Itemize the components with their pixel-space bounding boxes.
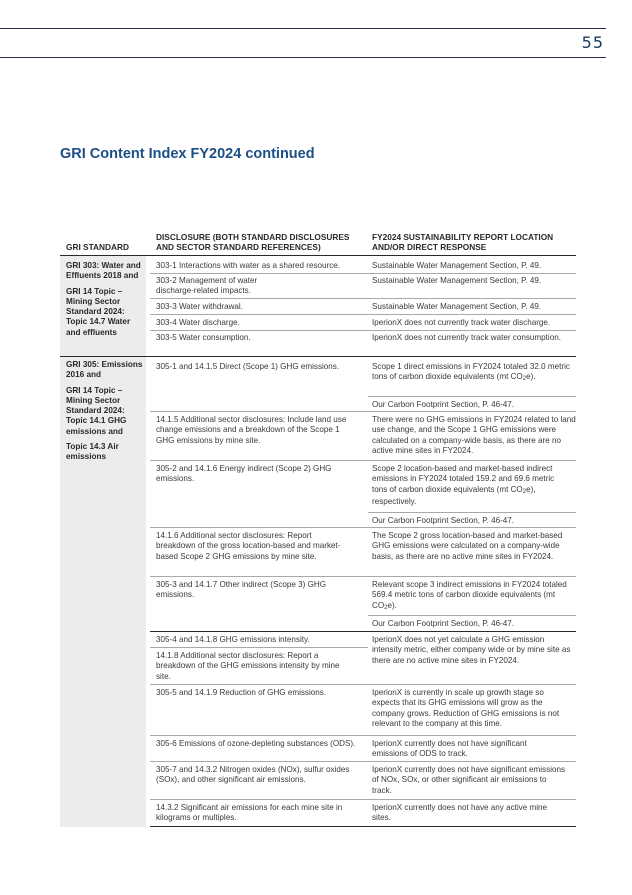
table-row-response: IperionX does not currently track water consumption. (372, 333, 561, 342)
table-row-response: IperionX does not yet calculate a GHG emission intensity metric, either company wide or by mine site as there are no active mine sites in FY2024. (372, 635, 571, 665)
group2-standard-b: GRI 14 Topic – Mining Sector Standard 2024: Topic 14.1 GHG emissions and (66, 385, 127, 436)
row-divider (368, 512, 576, 513)
row-divider (150, 460, 576, 461)
table-row-disclosure: 303-3 Water withdrawal. (156, 302, 243, 311)
table-row-response: IperionX currently does not have significant emissions of ODS to track. (372, 739, 527, 759)
table-row-disclosure: 305-6 Emissions of ozone-depleting substances (ODS). (156, 739, 356, 748)
table-row-disclosure: 305-4 and 14.1.8 GHG emissions intensity. (156, 635, 310, 644)
table-row-response: Sustainable Water Management Section, P. 49. (372, 261, 542, 270)
response-text-end: e). (526, 372, 536, 382)
group2-standard-a: GRI 305: Emissions 2016 and (66, 360, 143, 380)
response-text: Relevant scope 3 indirect emissions in FY2024 totaled 569.4 metric tons of carbon dioxide equivalents (mt CO (372, 580, 567, 610)
table-row-disclosure: 303-2 Management of water discharge-related impacts. (156, 276, 258, 296)
page-title: GRI Content Index FY2024 continued (60, 146, 315, 162)
table-row-response: IperionX does not currently track water discharge. (372, 318, 551, 327)
table-row-disclosure: 305-1 and 14.1.5 Direct (Scope 1) GHG emissions. (156, 362, 340, 371)
table-row-response: There were no GHG emissions in FY2024 related to land use change, and the Scope 1 GHG emissions were calculated on a company-wide basis, as there are no active mine sites in FY2024. (372, 415, 576, 455)
row-divider (150, 527, 576, 528)
group2-standard-c: Topic 14.3 Air emissions (66, 442, 119, 462)
header-disclosure: DISCLOSURE (BOTH STANDARD DISCLOSURES AND SECTOR STANDARD REFERENCES) (156, 232, 350, 252)
row-divider (150, 647, 368, 648)
table-row-disclosure: 14.1.6 Additional sector disclosures: Report breakdown of the gross location-based and market-based Scope 2 GHG emissions by mine site. (156, 531, 341, 561)
row-divider (150, 761, 576, 762)
header-gri-standard: GRI STANDARD (66, 242, 129, 252)
row-divider (150, 330, 576, 331)
table-row-response: The Scope 2 gross location-based and market-based GHG emissions were calculated on a company-wide basis, as there are no active mine sites in FY2024. (372, 531, 563, 561)
row-divider (150, 684, 576, 685)
table-bottom-rule (150, 826, 576, 827)
table-row-disclosure: 303-1 Interactions with water as a shared resource. (156, 261, 341, 270)
row-divider (368, 615, 576, 616)
page-number: 55 (581, 33, 604, 52)
table-row-disclosure: 14.1.5 Additional sector disclosures: Include land use change emissions and a breakdown of the Scope 1 GHG emissions by mine site. (156, 415, 347, 445)
table-row-disclosure: 305-2 and 14.1.6 Energy indirect (Scope 2) GHG emissions. (156, 464, 332, 484)
table-row-response: Sustainable Water Management Section, P. 49. (372, 276, 542, 285)
response-subscript: 2 (384, 604, 388, 611)
row-divider (150, 799, 576, 800)
table-row-response: IperionX currently does not have significant emissions of NOx, SOx, or other significant air emissions to track. (372, 765, 566, 795)
group1-standard-a: GRI 303: Water and Effluents 2018 and (66, 261, 141, 281)
table-row-response (372, 464, 570, 507)
row-divider (150, 631, 576, 632)
row-divider (368, 396, 576, 397)
row-divider (150, 314, 576, 315)
response-text-end: e). (387, 600, 397, 610)
response-text: Scope 2 location-based and market-based indirect emissions in FY2024 totaled 159.2 and 69.6 metric tons of carbon dioxide equivalents (mt CO (372, 464, 555, 494)
group2-standard (66, 360, 146, 468)
row-divider (150, 298, 576, 299)
table-row-disclosure: 303-5 Water consumption. (156, 333, 251, 342)
table-row-disclosure: 14.1.8 Additional sector disclosures: Report a breakdown of the GHG emissions intensity by mine site. (156, 651, 340, 681)
response-text: Scope 1 direct emissions in FY2024 totaled 32.0 metric tons of carbon dioxide equivalents (mt CO (372, 362, 570, 382)
header-response: FY2024 SUSTAINABILITY REPORT LOCATION AND/OR DIRECT RESPONSE (372, 232, 554, 252)
response-subscript: 2 (522, 376, 527, 383)
response-text-end: e), respectively. (372, 484, 536, 506)
table-row-disclosure: 303-4 Water discharge. (156, 318, 240, 327)
group1-standard (66, 261, 146, 343)
response-reference: Our Carbon Footprint Section, P. 46-47. (372, 619, 515, 628)
table-row-response: Sustainable Water Management Section, P. 49. (372, 302, 542, 311)
table-row-disclosure: 14.3.2 Significant air emissions for each mine site in kilograms or multiples. (156, 803, 343, 823)
row-divider (150, 735, 576, 736)
table-row-response: IperionX currently does not have any active mine sites. (372, 803, 548, 823)
table-row-disclosure: 305-3 and 14.1.7 Other indirect (Scope 3) GHG emissions. (156, 580, 327, 600)
table-row-disclosure: 305-5 and 14.1.9 Reduction of GHG emissions. (156, 688, 327, 697)
table-row-response: IperionX is currently in scale up growth stage so expects that its GHG emissions will grow as the company grows. Reduction of GHG emissions is not relevant to the company at this time. (372, 688, 560, 728)
response-subscript: 2 (522, 488, 527, 495)
header-rule-bottom (0, 57, 606, 58)
table-row-response (372, 580, 572, 613)
table-row-disclosure: 305-7 and 14.3.2 Nitrogen oxides (NOx), sulfur oxides (SOx), and other significant air emissions. (156, 765, 350, 785)
row-divider (150, 576, 576, 577)
response-reference: Our Carbon Footprint Section, P. 46-47. (372, 400, 515, 409)
response-reference: Our Carbon Footprint Section, P. 46-47. (372, 516, 515, 525)
header-rule-top (0, 28, 606, 29)
group1-standard-b: GRI 14 Topic – Mining Sector Standard 2024: Topic 14.7 Water and effluents (66, 286, 131, 337)
table-row-response (372, 362, 572, 385)
row-divider (150, 273, 576, 274)
row-divider (150, 411, 576, 412)
